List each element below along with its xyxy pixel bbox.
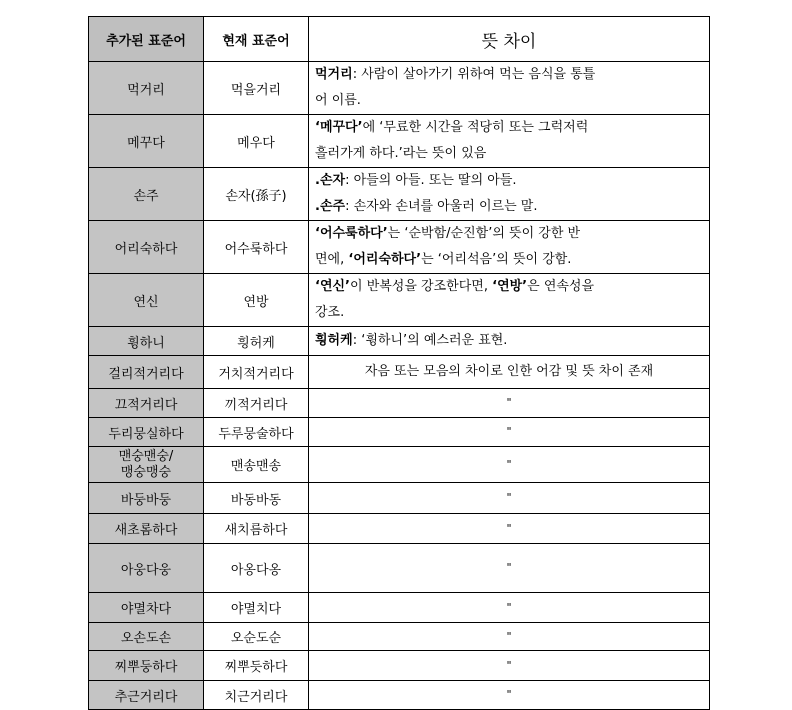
meaning-line	[315, 141, 703, 167]
current-word-cell: 새치름하다	[204, 514, 309, 544]
meaning-term: ‘어수룩하다’	[315, 226, 388, 241]
added-word-cell: 두리뭉실하다	[89, 418, 204, 447]
header-row	[89, 17, 710, 62]
meaning-cell	[309, 62, 710, 115]
current-word-cell: 아옹다옹	[204, 544, 309, 593]
table-row	[89, 681, 710, 710]
added-word-cell: 연신	[89, 274, 204, 327]
meaning-line	[315, 62, 703, 88]
table-row	[89, 115, 710, 168]
added-word-cell: 야멸차다	[89, 593, 204, 623]
meaning-text: : 아들의 아들. 또는 딸의 아들.	[345, 173, 517, 188]
meaning-text: 는 ‘순박함/순진함’의 뜻이 강한 반	[387, 226, 581, 241]
header-added: 추가된 표준어	[89, 17, 204, 62]
current-word-cell: 치근거리다	[204, 681, 309, 710]
meaning-text: : 손자와 손녀를 아울러 이르는 말.	[345, 199, 538, 214]
meaning-text: : ‘휭하니’의 예스러운 표현.	[352, 333, 508, 348]
standard-words-table	[88, 16, 710, 710]
added-word-cell: 끄적거리다	[89, 389, 204, 418]
meaning-text: 강조.	[315, 305, 345, 320]
meaning-line	[315, 168, 703, 194]
meaning-term: 먹거리	[315, 67, 353, 82]
current-word-cell: 손자(孫子)	[204, 168, 309, 221]
current-word-cell: 오순도순	[204, 623, 309, 651]
current-word-cell: 거치적거리다	[204, 356, 309, 389]
current-word-cell: 연방	[204, 274, 309, 327]
header-current: 현재 표준어	[204, 17, 309, 62]
added-word-cell: 찌뿌둥하다	[89, 651, 204, 681]
meaning-line	[315, 88, 703, 114]
table-row	[89, 623, 710, 651]
table-row	[89, 221, 710, 274]
meaning-cell	[309, 168, 710, 221]
meaning-text: 은 연속성을	[527, 279, 595, 294]
meaning-term: .손자	[315, 173, 346, 188]
meaning-cell: "	[309, 681, 710, 710]
table-row	[89, 483, 710, 514]
meaning-cell: "	[309, 483, 710, 514]
added-word-cell: 오손도손	[89, 623, 204, 651]
table-row	[89, 389, 710, 418]
header-meaning: 뜻 차이	[309, 17, 710, 62]
table-row	[89, 544, 710, 593]
meaning-cell	[309, 115, 710, 168]
meaning-term: .손주	[315, 199, 346, 214]
meaning-line	[315, 328, 703, 354]
meaning-cell	[309, 221, 710, 274]
meaning-term: ‘메꾸다’	[315, 120, 363, 135]
added-word-cell: 맨숭맨숭/ 맹숭맹숭	[89, 447, 204, 483]
added-word-cell: 어리숙하다	[89, 221, 204, 274]
meaning-cell: 자음 또는 모음의 차이로 인한 어감 및 뜻 차이 존재	[309, 356, 710, 389]
added-word-cell: 추근거리다	[89, 681, 204, 710]
meaning-line	[315, 115, 703, 141]
table-row	[89, 593, 710, 623]
meaning-cell: "	[309, 418, 710, 447]
meaning-text: 면에,	[315, 252, 349, 267]
table-row	[89, 356, 710, 389]
added-word-cell: 바둥바둥	[89, 483, 204, 514]
meaning-line	[315, 274, 703, 300]
added-word-cell: 새초롬하다	[89, 514, 204, 544]
current-word-cell: 힁허케	[204, 327, 309, 356]
table-row	[89, 651, 710, 681]
added-word-cell: 메꾸다	[89, 115, 204, 168]
meaning-term: ‘어리숙하다’	[348, 252, 422, 267]
meaning-text: 는 ‘어리석음’의 뜻이 강함.	[421, 252, 572, 267]
meaning-cell: "	[309, 389, 710, 418]
meaning-line	[315, 221, 703, 247]
current-word-cell: 찌뿌듯하다	[204, 651, 309, 681]
table-row	[89, 327, 710, 356]
current-word-cell: 바동바동	[204, 483, 309, 514]
meaning-text: 에 ‘무료한 시간을 적당히 또는 그럭저럭	[362, 120, 589, 135]
current-word-cell: 두루뭉술하다	[204, 418, 309, 447]
current-word-cell: 메우다	[204, 115, 309, 168]
meaning-term: 힁허케	[315, 333, 353, 348]
current-word-cell: 끼적거리다	[204, 389, 309, 418]
added-word-cell: 걸리적거리다	[89, 356, 204, 389]
added-word-cell: 손주	[89, 168, 204, 221]
meaning-cell: "	[309, 514, 710, 544]
meaning-cell: "	[309, 651, 710, 681]
current-word-cell: 먹을거리	[204, 62, 309, 115]
meaning-line	[315, 247, 703, 273]
table-row	[89, 514, 710, 544]
current-word-cell: 야멸치다	[204, 593, 309, 623]
meaning-cell: "	[309, 447, 710, 483]
added-word-cell: 먹거리	[89, 62, 204, 115]
table-row	[89, 62, 710, 115]
meaning-cell: "	[309, 593, 710, 623]
meaning-text: 어 이름.	[315, 93, 361, 108]
meaning-text: 흘러가게 하다.’라는 뜻이 있음	[315, 146, 487, 161]
added-word-cell: 아웅다웅	[89, 544, 204, 593]
meaning-term: ‘연방’	[492, 279, 528, 294]
meaning-line	[315, 300, 703, 326]
current-word-cell: 맨송맨송	[204, 447, 309, 483]
meaning-text: 이 반복성을 강조한다면,	[350, 279, 493, 294]
meaning-cell: "	[309, 544, 710, 593]
table-row	[89, 418, 710, 447]
added-word-cell: 휭하니	[89, 327, 204, 356]
meaning-cell	[309, 274, 710, 327]
meaning-text: : 사람이 살아가기 위하여 먹는 음식을 통틀	[352, 67, 596, 82]
table-row	[89, 274, 710, 327]
current-word-cell: 어수룩하다	[204, 221, 309, 274]
meaning-cell	[309, 327, 710, 356]
meaning-term: ‘연신’	[315, 279, 350, 294]
meaning-cell: "	[309, 623, 710, 651]
table-row	[89, 447, 710, 483]
meaning-line	[315, 194, 703, 220]
table-row	[89, 168, 710, 221]
